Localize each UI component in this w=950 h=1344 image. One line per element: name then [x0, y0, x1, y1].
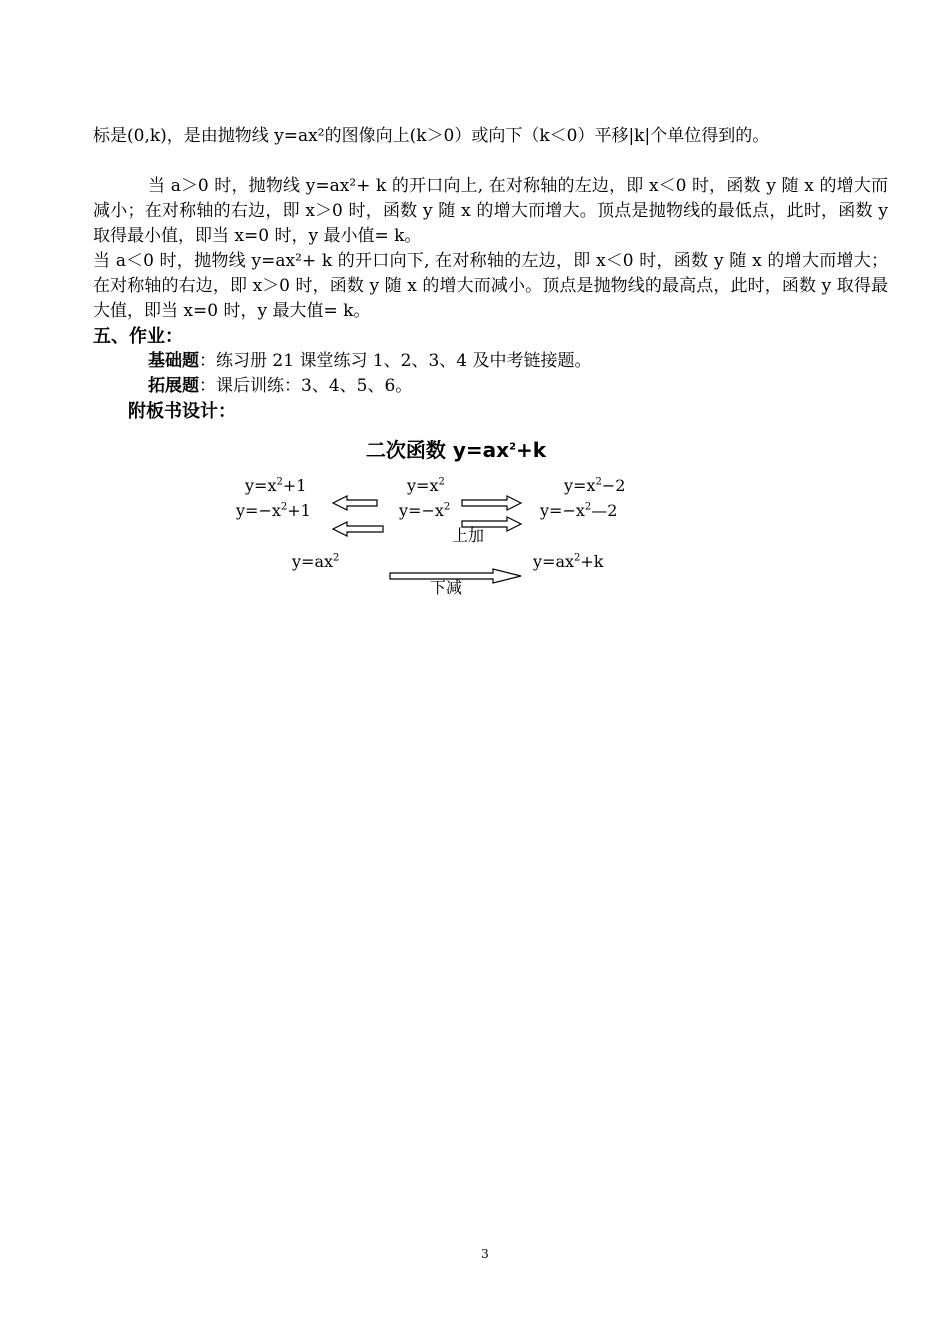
formula-x2-plus1: $y=x^2+1$: [245, 476, 307, 495]
homework-ext-text: ：课后训练：3、4、5、6。: [199, 376, 413, 396]
label-shift-down: 下减: [430, 578, 463, 597]
formula-ax2: $y=ax^2$: [292, 552, 340, 571]
page-number: 3: [481, 1247, 489, 1261]
arrow-left-bottom: [333, 522, 383, 536]
homework-basic-text: ：练习册 21 课堂练习 1、2、3、4 及中考链接题。: [199, 351, 592, 371]
homework-ext-label: 拓展题: [148, 376, 199, 396]
board-title: 二次函数 $y=ax^2+k$: [365, 438, 547, 462]
formula-ax2-plus-k: $y=ax^2+k$: [533, 552, 604, 571]
formula-x2-minus2: $y=x^2-2$: [564, 476, 626, 495]
formula-neg-x2-plus1: $y=-x^2+1$: [236, 501, 311, 520]
paragraph-a-positive: 当 a＞0 时，抛物线 y=ax²+ k 的开口向上, 在对称轴的左边，即 x＜0 时，函数 y 随 x 的增大而减小；在对称轴的右边，即 x＞0 时，函数 y 随 x 的增大而增大。顶点是抛物线的最低点，此时，函数 y 取得最小值，即当 x=0 时，y 最小值= k。: [93, 176, 888, 246]
arrow-left-top: [333, 496, 377, 510]
formula-neg-x2: $y=-x^2$: [399, 501, 451, 520]
arrow-right-bottom: [462, 517, 521, 531]
homework-heading: 五、作业：: [93, 326, 183, 347]
board-design-heading: 附板书设计：: [128, 401, 236, 422]
formula-x2: $y=x^2$: [407, 476, 445, 495]
label-shift-up: 上加: [452, 526, 485, 545]
paragraph-vertex: 标是(0,k)，是由抛物线 y=ax²的图像向上(k＞0）或向下（k＜0）平移|k|个单位得到的。: [93, 126, 770, 146]
paragraph-a-negative: 当 a＜0 时，抛物线 y=ax²+ k 的开口向下, 在对称轴的左边，即 x＜0 时，函数 y 随 x 的增大而增大；在对称轴的右边，即 x＞0 时，函数 y 随 x 的增大而减小。顶点是抛物线的最高点，此时，函数 y 取得最大值，即当 x=0 时，y 最大值= k。: [93, 251, 888, 321]
arrow-right-top: [462, 496, 521, 510]
board-arrows: [0, 0, 950, 620]
formula-neg-x2-minus2: $y=-x^2—2$: [540, 501, 618, 520]
homework-basic-label: 基础题: [148, 351, 199, 371]
arrow-right-long: [390, 569, 521, 583]
